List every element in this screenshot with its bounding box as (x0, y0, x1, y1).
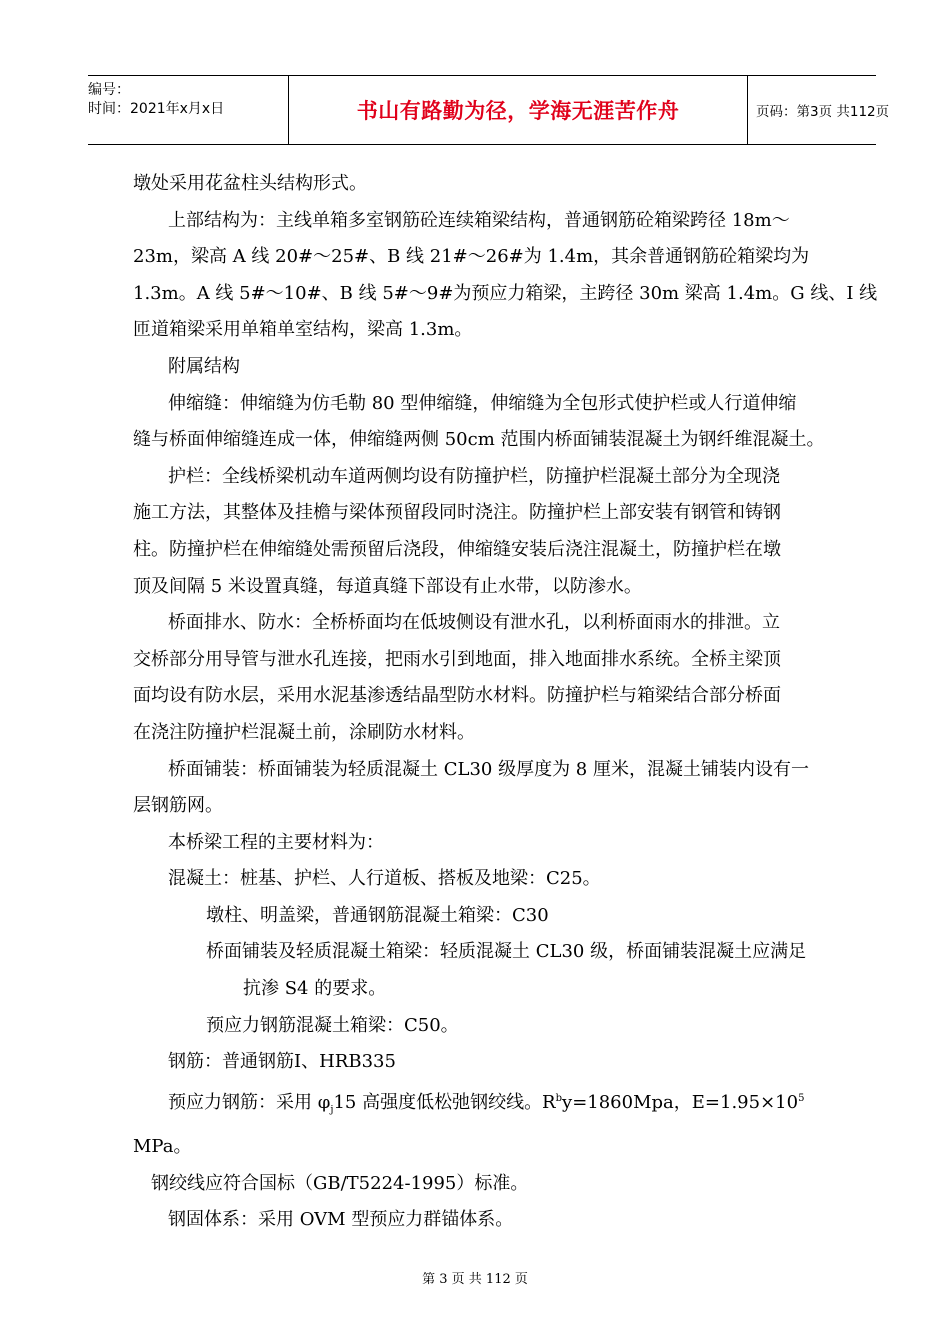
page-footer: 第 3 页 共 112 页 (422, 1272, 528, 1287)
header-motto-cell (288, 76, 748, 144)
paragraph-line: 墩处采用花盆柱头结构形式。 (133, 173, 367, 194)
paragraph-line: 顶及间隔 5 米设置真缝，每道真缝下部设有止水带，以防渗水。 (133, 575, 642, 597)
paragraph-line: 钢绞线应符合国标（GB/T5224-1995）标准。 (151, 1172, 529, 1194)
section-heading: 附属结构 (168, 355, 240, 377)
paragraph-line: 钢固体系：采用 OVM 型预应力群锚体系。 (168, 1209, 514, 1231)
paragraph-line: 柱。防撞护栏在伸缩缝处需预留后浇段，伸缩缝安装后浇注混凝土，防撞护栏在墩 (133, 538, 781, 560)
material-line: 预应力钢筋混凝土箱梁：C50。 (206, 1014, 459, 1036)
prestress-line (133, 1081, 833, 1129)
document-body (133, 166, 878, 1239)
material-line: 墩柱、明盖梁，普通钢筋混凝土箱梁：C30 (206, 904, 549, 926)
paragraph-line: 缝与桥面伸缩缝连成一体，伸缩缝两侧 50cm 范围内桥面铺装混凝土为钢纤维混凝土。 (133, 429, 825, 451)
prestress-text-3: y=1860Mpa，E=1.95×10 (562, 1091, 799, 1113)
header-motto: 书山有路勤为径，学海无涯苦作舟 (356, 99, 680, 123)
paragraph-line: 伸缩缝：伸缩缝为仿毛勒 80 型伸缩缝，伸缩缝为全包形式使护栏或人行道伸缩 (168, 392, 797, 414)
paragraph-line: 交桥部分用导管与泄水孔连接，把雨水引到地面，排入地面排水系统。全桥主梁顶 (133, 648, 781, 670)
paragraph-line: 1.3m。A 线 5#～10#、B 线 5#～9#为预应力箱梁，主跨径 30m 梁高 1.4m。G 线、I 线 (133, 282, 878, 304)
paragraph-line: 面均设有防水层，采用水泥基渗透结晶型防水材料。防撞护栏与箱梁结合部分桥面 (133, 685, 781, 707)
material-line: 桥面铺装及轻质混凝土箱梁：轻质混凝土 CL30 级，桥面铺装混凝土应满足 (206, 941, 807, 963)
paragraph-line: 护栏：全线桥梁机动车道两侧均设有防撞护栏，防撞护栏混凝土部分为全现浇 (168, 465, 780, 487)
paragraph-line: 上部结构为：主线单箱多室钢筋砼连续箱梁结构，普通钢筋砼箱梁跨径 18m～ (168, 209, 790, 231)
paragraph-line: 匝道箱梁采用单箱单室结构，梁高 1.3m。 (133, 319, 473, 341)
prestress-superscript-5: 5 (798, 1092, 805, 1104)
page-header (88, 75, 890, 145)
paragraph-line: 施工方法，其整体及挂檐与梁体预留段同时浇注。防撞护栏上部安装有钢管和铸钢 (133, 502, 781, 524)
material-line: 抗渗 S4 的要求。 (243, 978, 387, 1000)
paragraph-line: 本桥梁工程的主要材料为： (168, 831, 384, 853)
paragraph-line: 在浇注防撞护栏混凝土前，涂刷防水材料。 (133, 721, 475, 743)
document-number-label: 编号： (88, 82, 130, 98)
prestress-text-2: 15 高强度低松弛钢绞线。R (333, 1091, 556, 1113)
prestress-subscript: j (330, 1104, 334, 1116)
paragraph-line: 23m，梁高 A 线 20#～25#、B 线 21#～26#为 1.4m，其余普通钢筋砼箱梁均为 (133, 246, 810, 268)
paragraph-line: 桥面排水、防水：全桥桥面均在低坡侧设有泄水孔，以利桥面雨水的排泄。立 (168, 612, 780, 634)
prestress-superscript-b: b (555, 1092, 563, 1104)
document-time-label: 时间：2021年x月x日 (88, 101, 225, 117)
paragraph-line: 桥面铺装：桥面铺装为轻质混凝土 CL30 级厚度为 8 厘米，混凝土铺装内设有一 (168, 758, 809, 780)
material-line: 钢筋：普通钢筋Ⅰ、HRB335 (168, 1051, 396, 1073)
paragraph-line: 层钢筋网。 (133, 795, 223, 817)
header-page-info: 页码：第3页 共112页 (756, 104, 890, 120)
prestress-text-1: 预应力钢筋：采用 φ (168, 1091, 331, 1113)
paragraph-line: MPa。 (133, 1136, 192, 1158)
material-line: 混凝土：桩基、护栏、人行道板、搭板及地梁：C25。 (168, 868, 601, 890)
header-meta (88, 76, 288, 144)
